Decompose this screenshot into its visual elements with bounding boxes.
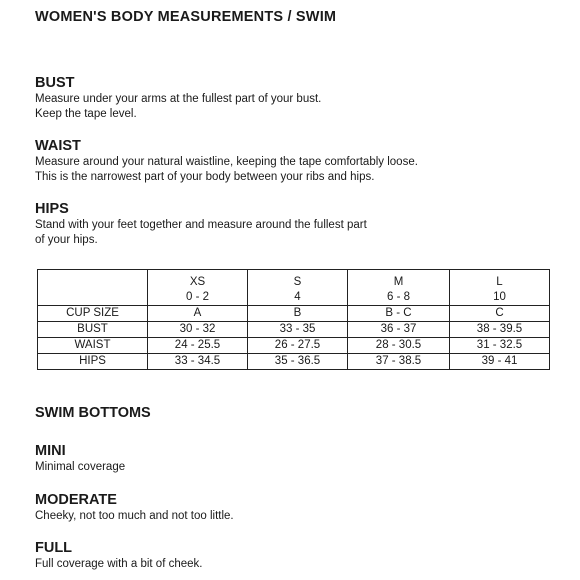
size-chart-table [37, 269, 550, 370]
waist-instruction-line: Measure around your natural waistline, keeping the tape comfortably loose. [35, 156, 418, 168]
table-row-hips [38, 354, 550, 370]
bottom-style-description: Cheeky, not too much and not too little. [35, 510, 234, 522]
bottom-style-moderate [35, 492, 234, 524]
size-number: 10 [493, 291, 506, 303]
table-cell: 28 - 30.5 [348, 338, 450, 354]
size-header-cell [148, 270, 248, 306]
bottom-style-heading: MODERATE [35, 492, 117, 508]
size-name: XS [189, 276, 206, 288]
table-row-waist [38, 338, 550, 354]
table-cell: 33 - 34.5 [148, 354, 248, 370]
table-row-bust [38, 322, 550, 338]
size-number: 4 [294, 291, 301, 303]
bottom-style-heading: MINI [35, 443, 66, 459]
table-cell: 39 - 41 [450, 354, 550, 370]
bottom-style-mini [35, 443, 125, 475]
table-cell: 35 - 36.5 [248, 354, 348, 370]
table-cell: C [450, 306, 550, 322]
bottom-style-description: Minimal coverage [35, 461, 126, 473]
size-header-cell [450, 270, 550, 306]
table-cell: 24 - 25.5 [148, 338, 248, 354]
bust-heading: BUST [35, 75, 75, 91]
waist-section [35, 138, 418, 185]
bust-instruction-line: Keep the tape level. [35, 108, 137, 120]
table-row-cup-size [38, 306, 550, 322]
table-cell: 36 - 37 [348, 322, 450, 338]
size-name: S [293, 276, 302, 288]
waist-heading: WAIST [35, 138, 81, 154]
table-cell: B [248, 306, 348, 322]
bottom-style-heading: FULL [35, 540, 73, 556]
row-label-cell: WAIST [38, 338, 148, 354]
swim-bottoms-title: SWIM BOTTOMS [35, 405, 151, 421]
size-name: L [496, 276, 503, 288]
row-label-cell: BUST [38, 322, 148, 338]
bottom-style-full [35, 540, 202, 572]
size-header-cell [248, 270, 348, 306]
table-cell: 26 - 27.5 [248, 338, 348, 354]
bust-instruction-line: Measure under your arms at the fullest part of your bust. [35, 93, 322, 105]
page-title: WOMEN'S BODY MEASUREMENTS / SWIM [35, 9, 337, 25]
hips-instruction-line: of your hips. [35, 234, 98, 246]
hips-section [35, 201, 367, 248]
size-number: 6 - 8 [386, 291, 410, 303]
row-label-cell: HIPS [38, 354, 148, 370]
size-header-row [38, 270, 550, 306]
bottom-style-description: Full coverage with a bit of cheek. [35, 558, 203, 570]
hips-instruction-line: Stand with your feet together and measure around the fullest part [35, 219, 367, 231]
table-cell: B - C [348, 306, 450, 322]
header-corner-cell [38, 270, 148, 306]
table-cell: 38 - 39.5 [450, 322, 550, 338]
table-cell: A [148, 306, 248, 322]
table-cell: 33 - 35 [248, 322, 348, 338]
table-cell: 37 - 38.5 [348, 354, 450, 370]
bust-section [35, 75, 321, 122]
row-label-cell: CUP SIZE [38, 306, 148, 322]
table-cell: 31 - 32.5 [450, 338, 550, 354]
size-name: M [393, 276, 404, 288]
table-cell: 30 - 32 [148, 322, 248, 338]
hips-heading: HIPS [35, 201, 69, 217]
size-header-cell [348, 270, 450, 306]
waist-instruction-line: This is the narrowest part of your body between your ribs and hips. [35, 171, 375, 183]
size-number: 0 - 2 [185, 291, 209, 303]
